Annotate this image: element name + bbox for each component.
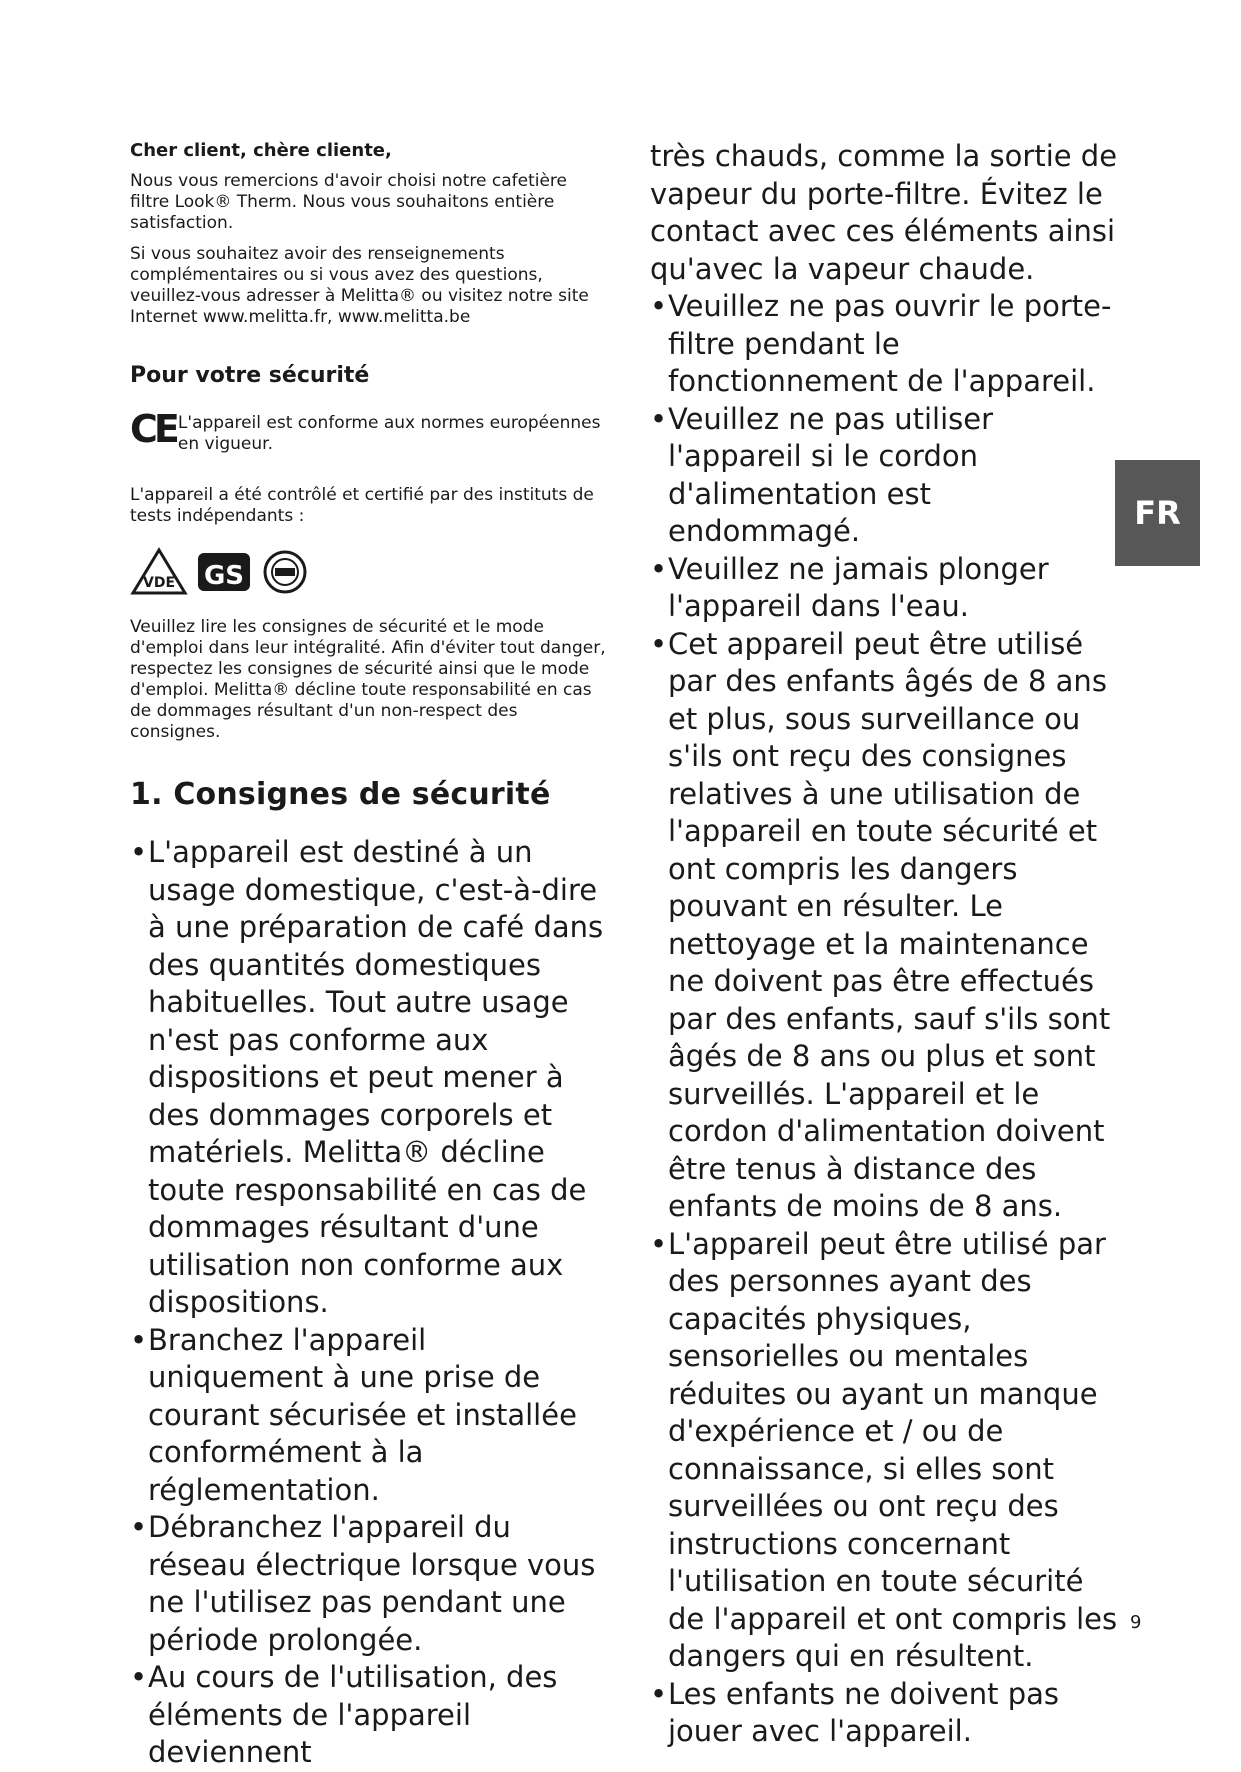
vde-logo-icon xyxy=(130,547,188,597)
right-bullet-list xyxy=(650,288,1120,1751)
list-item: • Débranchez l'appareil du réseau électrique lorsque vous ne l'utilisez pas pendant une période prolongée. xyxy=(130,1509,610,1659)
intro-paragraph-2: Si vous souhaitez avoir des renseignements complémentaires ou si vous avez des questions, veuillez-vous adresser à Melitta® ou visitez notre site Internet www.melitta.fr, www.melitta.be xyxy=(130,244,589,327)
safety-title: Pour votre sécurité xyxy=(130,363,370,388)
vde-label: VDE xyxy=(142,575,176,591)
list-item: • Au cours de l'utilisation, des éléments de l'appareil deviennent xyxy=(130,1659,610,1772)
language-tab: FR xyxy=(1115,460,1200,566)
test-seal-icon xyxy=(260,547,310,597)
read-instructions-text: Veuillez lire les consignes de sécurité et le mode d'emploi dans leur intégralité. Afin d'éviter tout danger, respectez les consignes de sécurité ainsi que le mode d'emploi. Melitta® décline toute responsabilité en cas de dommages résultant d'un non-respect des consignes. xyxy=(130,617,606,742)
certification-logos xyxy=(130,543,610,601)
left-column xyxy=(130,140,610,1772)
gs-logo-icon xyxy=(196,547,252,597)
right-column xyxy=(650,138,1120,1751)
list-item: • Les enfants ne doivent pas jouer avec l'appareil. xyxy=(650,1676,1120,1751)
ce-text: L'appareil est conforme aux normes européennes en vigueur. xyxy=(177,413,601,454)
list-item: • Veuillez ne pas ouvrir le porte-filtre pendant le fonctionnement de l'appareil. xyxy=(650,288,1120,401)
gs-label: GS xyxy=(203,561,245,591)
page-number: 9 xyxy=(1130,1612,1142,1633)
intro-paragraph-1: Nous vous remercions d'avoir choisi notre cafetière filtre Look® Therm. Nous vous souhaitons entière satisfaction. xyxy=(130,171,568,233)
list-item: • Branchez l'appareil uniquement à une prise de courant sécurisée et installée conformément à la réglementation. xyxy=(130,1322,610,1510)
section-heading: 1. Consignes de sécurité xyxy=(130,777,551,812)
list-item: • L'appareil peut être utilisé par des personnes ayant des capacités physiques, sensorielles ou mentales réduites ou ayant un manque d'expérience et / ou de connaissance, si elles sont surveillées ou ont reçu des instructions concernant l'utilisation en toute sécurité de l'appareil et ont compris les dangers qui en résultent. xyxy=(650,1226,1120,1676)
ce-conformity xyxy=(130,407,610,455)
left-bullet-list xyxy=(130,834,610,1772)
greeting: Cher client, chère cliente, xyxy=(130,140,392,161)
list-item: • Cet appareil peut être utilisé par des enfants âgés de 8 ans et plus, sous surveillance ou s'ils ont reçu des consignes relatives à une utilisation de l'appareil en toute sécurité et ont compris les dangers pouvant en résulter. Le nettoyage et la maintenance ne doivent pas être effectués par des enfants, sauf s'ils sont âgés de 8 ans ou plus et sont surveillés. L'appareil et le cordon d'alimentation doivent être tenus à distance des enfants de moins de 8 ans. xyxy=(650,626,1120,1226)
list-item: • Veuillez ne jamais plonger l'appareil dans l'eau. xyxy=(650,551,1120,626)
list-item: • Veuillez ne pas utiliser l'appareil si le cordon d'alimentation est endommagé. xyxy=(650,401,1120,551)
continued-text: très chauds, comme la sortie de vapeur du porte-filtre. Évitez le contact avec ces éléments ainsi qu'avec la vapeur chaude. xyxy=(650,139,1118,286)
list-item: • L'appareil est destiné à un usage domestique, c'est-à-dire à une préparation de café dans des quantités domestiques habituelles. Tout autre usage n'est pas conforme aux dispositions et peut mener à des dommages corporels et matériels. Melitta® décline toute responsabilité en cas de dommages résultant d'une utilisation non conforme aux dispositions. xyxy=(130,834,610,1322)
certified-text: L'appareil a été contrôlé et certifié par des instituts de tests indépendants : xyxy=(130,485,594,526)
ce-mark-icon: CE xyxy=(130,407,176,451)
